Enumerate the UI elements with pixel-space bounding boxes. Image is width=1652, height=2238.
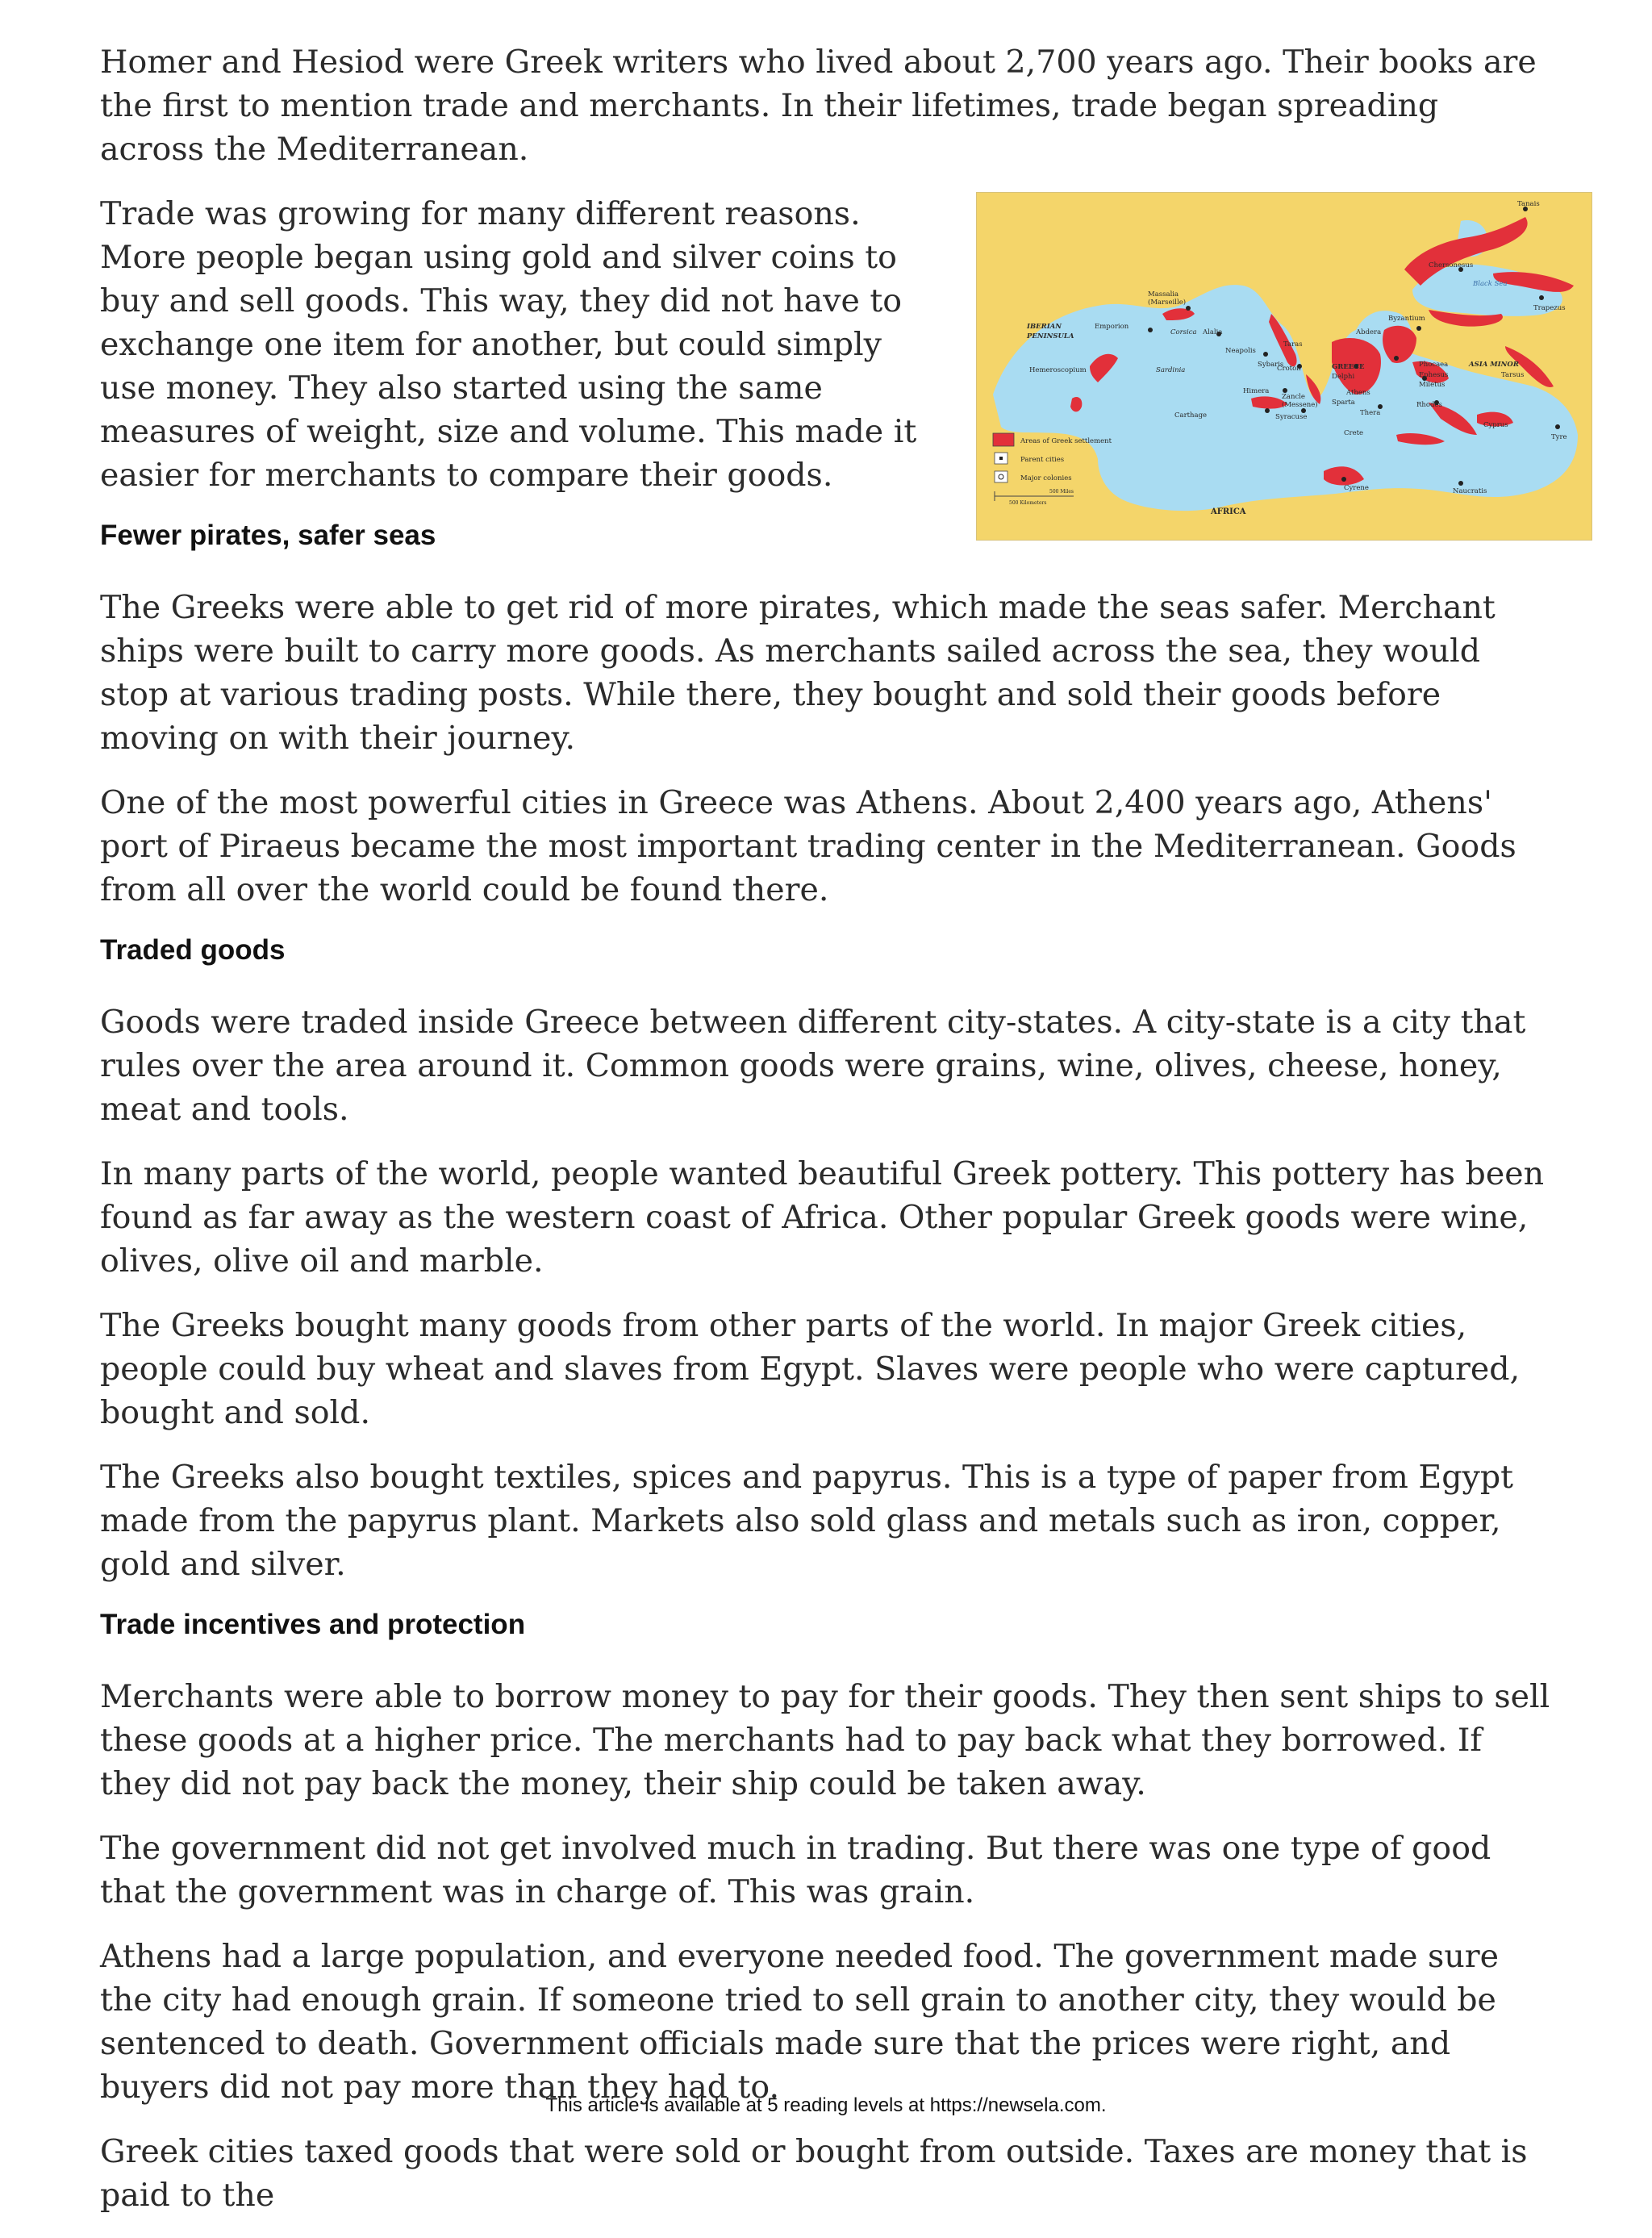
paragraph: The Greeks were able to get rid of more pirates, which made the seas safer. Merchant ships were built to carry more goods. As merchants sailed across the sea, they would stop at various trading posts. While there, they bought and sold their goods before moving on with their journey.	[100, 589, 1496, 757]
map-label-tanais: Tanais	[1517, 200, 1540, 208]
section-heading: Traded goods	[100, 934, 286, 966]
map-label-zancle: Zancle	[1282, 393, 1305, 401]
paragraph: Goods were traded inside Greece between different city-states. A city-state is a city that rules over the area around it. Common goods were grains, wine, olives, cheese, honey, meat and tools.	[100, 1004, 1526, 1128]
article	[100, 40, 1567, 2238]
map-label-thera: Thera	[1360, 409, 1381, 417]
paragraph: Trade was growing for many different reasons. More people began using gold and silver coins to buy and sell goods. This way, they did not have to exchange one item for another, but could simply use money. They also started using the same measures of weight, size and volume. This made it easier for merchants to compare their goods.	[100, 195, 917, 494]
map-label-neapolis: Neapolis	[1225, 347, 1256, 355]
map-label-tyre: Tyre	[1551, 433, 1567, 441]
map-label-athens: Athens	[1346, 389, 1370, 397]
map-label-byzantium: Byzantium	[1388, 315, 1425, 323]
map-label-marseille: (Marseille)	[1148, 299, 1187, 307]
map-label-cyprus: Cyprus	[1483, 421, 1508, 429]
map-label-peninsula: PENINSULA	[1027, 332, 1074, 340]
map-label-croton: Croton	[1277, 365, 1301, 373]
paragraph: The government did not get involved much in trading. But there was one type of good that the government was in charge of. This was grain.	[100, 1830, 1491, 1910]
legend-settlement-label: Areas of Greek settlement	[1020, 437, 1112, 445]
map-label-crete: Crete	[1344, 429, 1364, 437]
paragraph: Merchants were able to borrow money to pay for their goods. They then sent ships to sell these goods at a higher price. The merchants had to pay back what they borrowed. If they did not pay back the money, their ship could be taken away.	[100, 1678, 1550, 1802]
map-label-trapezus: Trapezus	[1533, 304, 1566, 312]
map-label-naucratis: Naucratis	[1453, 487, 1487, 495]
map-label-chersonesus: Chersonesus	[1429, 261, 1474, 269]
map-label-himera: Himera	[1243, 387, 1270, 395]
map-label-black-sea: Black Sea	[1473, 280, 1508, 288]
paragraph: Homer and Hesiod were Greek writers who lived about 2,700 years ago. Their books are the first to mention trade and merchants. In their lifetimes, trade began spreading across the Mediterranean.	[100, 44, 1537, 168]
legend-colonies-label: Major colonies	[1020, 474, 1072, 482]
map-label-delphi: Delphi	[1332, 373, 1355, 381]
paragraph: The Greeks also bought textiles, spices and papyrus. This is a type of paper from Egypt made from the papyrus plant. Markets also sold glass and metals such as iron, copper, gold and silver.	[100, 1459, 1514, 1583]
map-label-africa: AFRICA	[1211, 507, 1246, 516]
map-graphic	[977, 193, 1592, 540]
map-label-syracuse: Syracuse	[1275, 413, 1308, 421]
map-label-taras: Taras	[1283, 340, 1303, 349]
map-label-miletus: Miletus	[1419, 381, 1446, 389]
map-label-sardinia: Sardinia	[1156, 366, 1186, 374]
map-label-massalia: Massalia	[1148, 290, 1179, 299]
map-label-rhodes: Rhodes	[1416, 401, 1442, 409]
map-label-alalia: Alalia	[1203, 328, 1223, 336]
map-label-abdera: Abdera	[1356, 328, 1382, 336]
paragraph: Athens had a large population, and everyone needed food. The government made sure the city had enough grain. If someone tried to sell grain to another city, they would be sentenced to death. Government officials made sure that the prices were right, and buyers did not pay more than they had to.	[100, 1938, 1500, 2106]
map-label-cyrene: Cyrene	[1344, 484, 1369, 492]
map-label-sparta: Sparta	[1332, 399, 1355, 407]
map-label-messene: (Messene)	[1282, 401, 1318, 409]
paragraph: In many parts of the world, people wanted beautiful Greek pottery. This pottery has been found as far away as the western coast of Africa. Other popular Greek goods were wine, olives, olive oil and marble.	[100, 1155, 1545, 1280]
scale-km: 500 Kilometers	[1009, 500, 1047, 506]
paragraph: The Greeks bought many goods from other parts of the world. In major Greek cities, people could buy wheat and slaves from Egypt. Slaves were people who were captured, bought and sold.	[100, 1307, 1521, 1431]
page-footer: This article is available at 5 reading levels at https://newsela.com.	[545, 2094, 1107, 2116]
map-label-tarsus: Tarsus	[1501, 371, 1525, 379]
map-label-asia-minor: ASIA MINOR	[1469, 361, 1519, 369]
legend-parent-label: Parent cities	[1020, 456, 1065, 464]
map-label-sybaris: Sybaris	[1258, 361, 1284, 369]
scale-miles: 500 Miles	[1049, 489, 1074, 495]
map-label-phocaea: Phocaea	[1419, 361, 1449, 369]
map-label-greece: GREECE	[1332, 363, 1365, 371]
section-heading: Fewer pirates, safer seas	[100, 520, 436, 551]
map-label-ephesus: Ephesus	[1419, 371, 1449, 379]
section-heading: Trade incentives and protection	[100, 1609, 526, 1640]
paragraph: One of the most powerful cities in Greece was Athens. About 2,400 years ago, Athens' port of Piraeus became the most important trading center in the Mediterranean. Goods from all over the world could be found there.	[100, 784, 1516, 908]
map-label-carthage: Carthage	[1174, 411, 1208, 420]
map-label-hemeroscopium: Hemeroscopium	[1029, 366, 1087, 374]
map-label-iberia: IBERIAN	[1027, 323, 1062, 331]
map-label-corsica: Corsica	[1170, 328, 1197, 336]
paragraph: Greek cities taxed goods that were sold or bought from outside. Taxes are money that is paid to the	[100, 2133, 1528, 2214]
map-label-emporion: Emporion	[1095, 323, 1129, 331]
greek-colonies-map	[976, 192, 1592, 541]
